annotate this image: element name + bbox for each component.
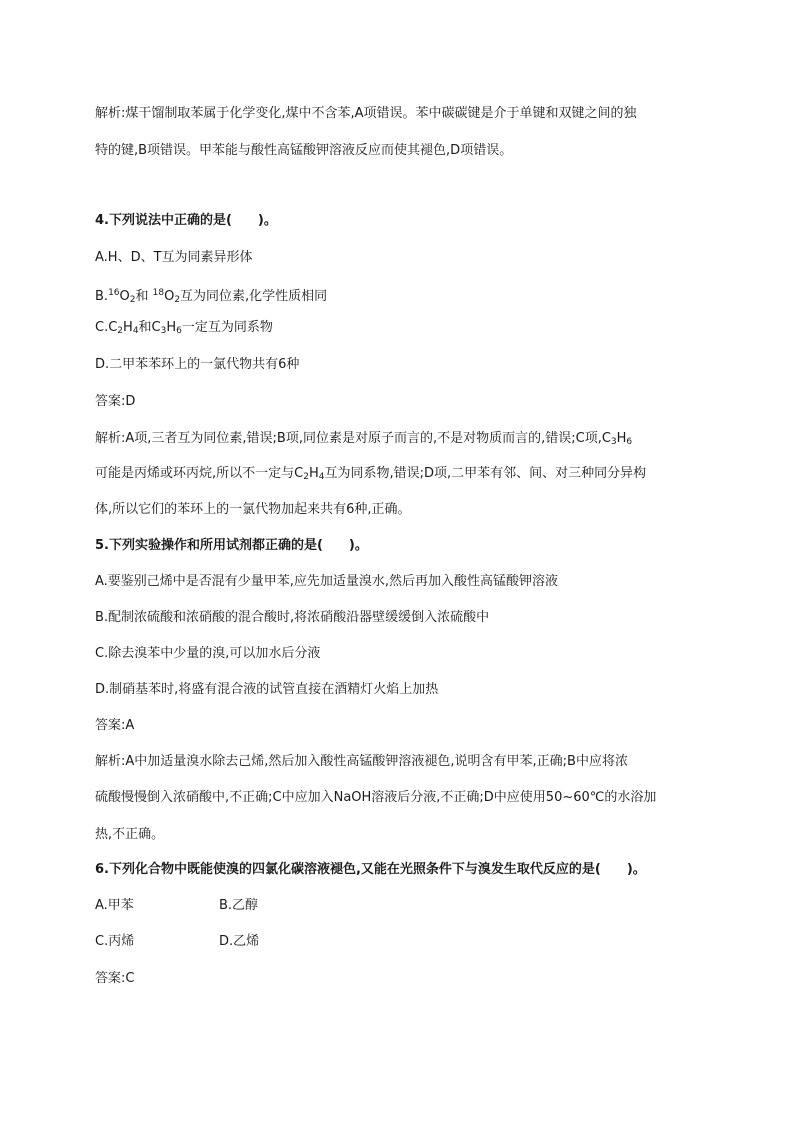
- question-6-options-row-1: [95, 898, 259, 914]
- question-6-option-c: C.丙烯: [95, 934, 135, 949]
- question-6-stem: 6.下列化合物中既能使溴的四氯化碳溶液褪色,又能在光照条件下与溴发生取代反应的是( )。: [95, 862, 646, 877]
- question-4-option-a: A.H、D、T互为同素异形体: [95, 250, 253, 265]
- question-5-option-d: D.制硝基苯时,将盛有混合液的试管直接在酒精灯火焰上加热: [95, 682, 439, 697]
- question-4-answer: 答案:D: [95, 394, 136, 409]
- question-5-explanation-line-2: 硫酸慢慢倒入浓硝酸中,不正确;C中应加入NaOH溶液后分液,不正确;D中应使用50~60℃的水浴加: [95, 790, 657, 805]
- question-6-options-row-2: [95, 934, 260, 950]
- question-5-stem: 5.下列实验操作和所用试剂都正确的是( )。: [95, 538, 368, 553]
- question-4-explanation-line-2: 可能是丙烯或环丙烷,所以不一定与$C_2H_4$互为同系物,错误;D项,二甲苯有邻、间、对三种同分异构: [95, 466, 647, 482]
- question-6-answer: 答案:C: [95, 971, 135, 986]
- question-4-explanation-line-1: 解析:A项,三者互为同位素,错误;B项,同位素是对原子而言的,不是对物质而言的,错误;C项$,C_3H_6$: [95, 431, 633, 447]
- question-6-option-d: D.乙烯: [219, 934, 260, 949]
- question-5-explanation-line-3: 热,不正确。: [95, 827, 165, 842]
- question-6-option-b: B.乙醇: [219, 898, 259, 913]
- question-5-answer: 答案:A: [95, 718, 135, 733]
- prev-explanation-line-2: 特的键,B项错误。甲苯能与酸性高锰酸钾溶液反应而使其褪色,D项错误。: [95, 143, 513, 158]
- question-5-option-a: A.要鉴别己烯中是否混有少量甲苯,应先加适量溴水,然后再加入酸性高锰酸钾溶液: [95, 574, 559, 589]
- question-4-option-d: D.二甲苯苯环上的一氯代物共有6种: [95, 357, 300, 372]
- question-4-explanation-line-3: 体,所以它们的苯环上的一氯代物加起来共有6种,正确。: [95, 502, 411, 517]
- question-4-option-b: $B.^{16}O_2$和 $^{18}O_2$互为同位素,化学性质相同: [95, 288, 328, 305]
- prev-explanation-line-1: 解析:煤干馏制取苯属于化学变化,煤中不含苯,A项错误。苯中碳碳键是介于单键和双键之间的独: [95, 106, 637, 121]
- question-5-option-c: C.除去溴苯中少量的溴,可以加水后分液: [95, 646, 321, 661]
- question-5-option-b: B.配制浓硫酸和浓硝酸的混合酸时,将浓硝酸沿器壁缓缓倒入浓硫酸中: [95, 610, 490, 625]
- question-4-stem: 4.下列说法中正确的是( )。: [95, 213, 277, 228]
- question-6-option-a: A.甲苯: [95, 898, 134, 913]
- question-4-option-c: $C.C_2H_4$和$C_3H_6$一定互为同系物: [95, 320, 273, 336]
- question-5-explanation-line-1: 解析:A中加适量溴水除去己烯,然后加入酸性高锰酸钾溶液褪色,说明含有甲苯,正确;B中应将浓: [95, 754, 628, 769]
